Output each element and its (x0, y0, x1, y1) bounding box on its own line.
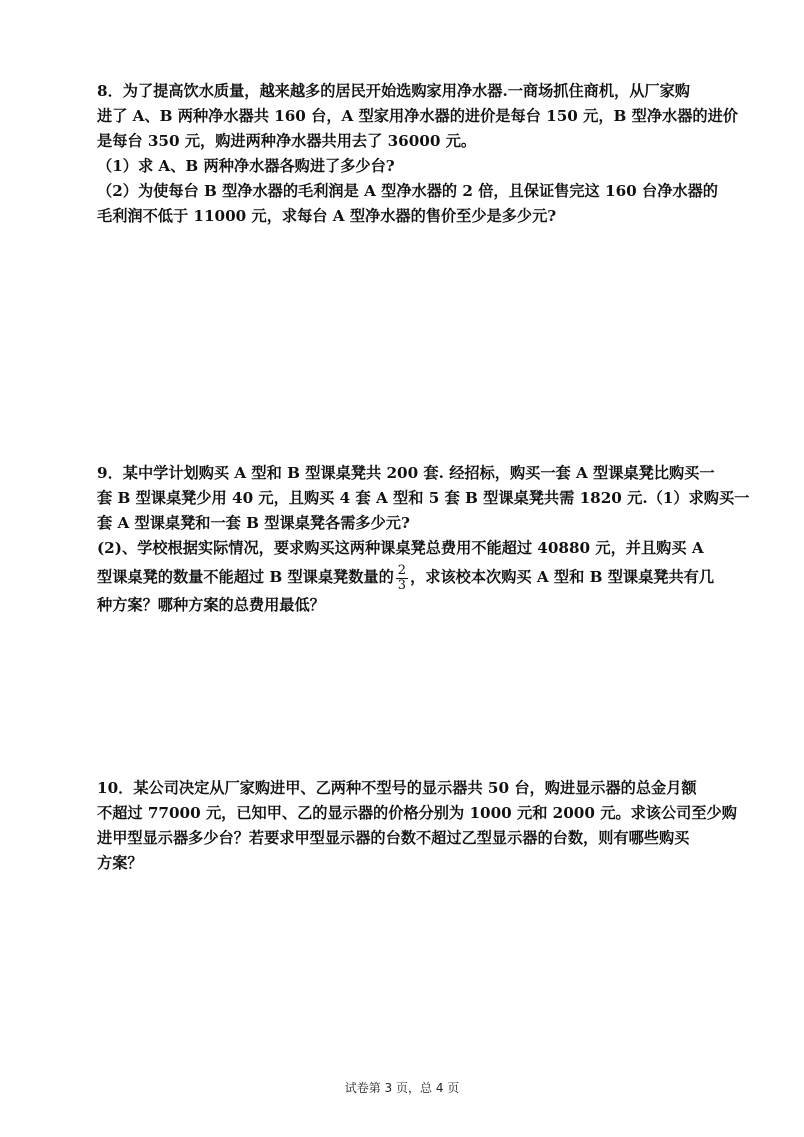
question-9-line: 套 B 型课桌凳少用 40 元，且购买 4 套 A 型和 5 套 B 型课桌凳共需 1820 元.（1）求购买一 (97, 489, 750, 507)
question-9-line: 套 A 型课桌凳和一套 B 型课桌凳各需多少元? (97, 514, 410, 532)
question-10-line: 方案？ (97, 854, 143, 872)
fraction-two-thirds (396, 564, 408, 593)
question-9-line: 种方案？哪种方案的总费用最低？ (97, 596, 325, 614)
question-10-line: 10．某公司决定从厂家购进甲、乙两种不型号的显示器共 50 台，购进显示器的总金月额 (97, 779, 697, 797)
question-10 (97, 776, 737, 876)
question-8-line: 8．为了提高饮水质量，越来越多的居民开始选购家用净水器.一商场抓住商机，从厂家购 (97, 82, 690, 100)
question-9 (97, 461, 750, 618)
question-8-line: 是每台 350 元，购进两种净水器共用去了 36000 元。 (97, 132, 477, 150)
question-9-part-2: (2)、学校根据实际情况，要求购买这两种课桌凳总费用不能超过 40880 元，并且购买 A (97, 539, 704, 557)
question-8-part-1: （1）求 A、B 两种净水器各购进了多少台? (97, 157, 395, 175)
question-9-line: 9．某中学计划购买 A 型和 B 型课桌凳共 200 套. 经招标，购买一套 A 型课桌凳比购买一 (97, 464, 715, 482)
question-8 (97, 79, 738, 229)
question-10-line: 不超过 77000 元，已知甲、乙的显示器的价格分别为 1000 元和 2000 元。求该公司至少购 (97, 804, 737, 822)
question-10-line: 进甲型显示器多少台？若要求甲型显示器的台数不超过乙型显示器的台数，则有哪些购买 (97, 829, 690, 847)
fraction-numerator: 2 (397, 562, 407, 578)
question-9-text: 型课桌凳的数量不能超过 B 型课桌凳数量的 (97, 568, 394, 586)
question-8-line: 毛利润不低于 11000 元，求每台 A 型净水器的售价至少是多少元? (97, 207, 557, 225)
page-footer: 试卷第 3 页，总 4 页 (344, 1081, 460, 1095)
question-9-text: ，求该校本次购买 A 型和 B 型课桌凳共有几 (410, 568, 715, 586)
question-9-fraction-line (97, 561, 717, 593)
question-8-line: 进了 A、B 两种净水器共 160 台，A 型家用净水器的进价是每台 150 元，B 型净水器的进价 (97, 107, 738, 125)
question-8-part-2: （2）为使每台 B 型净水器的毛利润是 A 型净水器的 2 倍，且保证售完这 160 台净水器的 (97, 182, 718, 200)
fraction-denominator: 3 (397, 577, 407, 593)
